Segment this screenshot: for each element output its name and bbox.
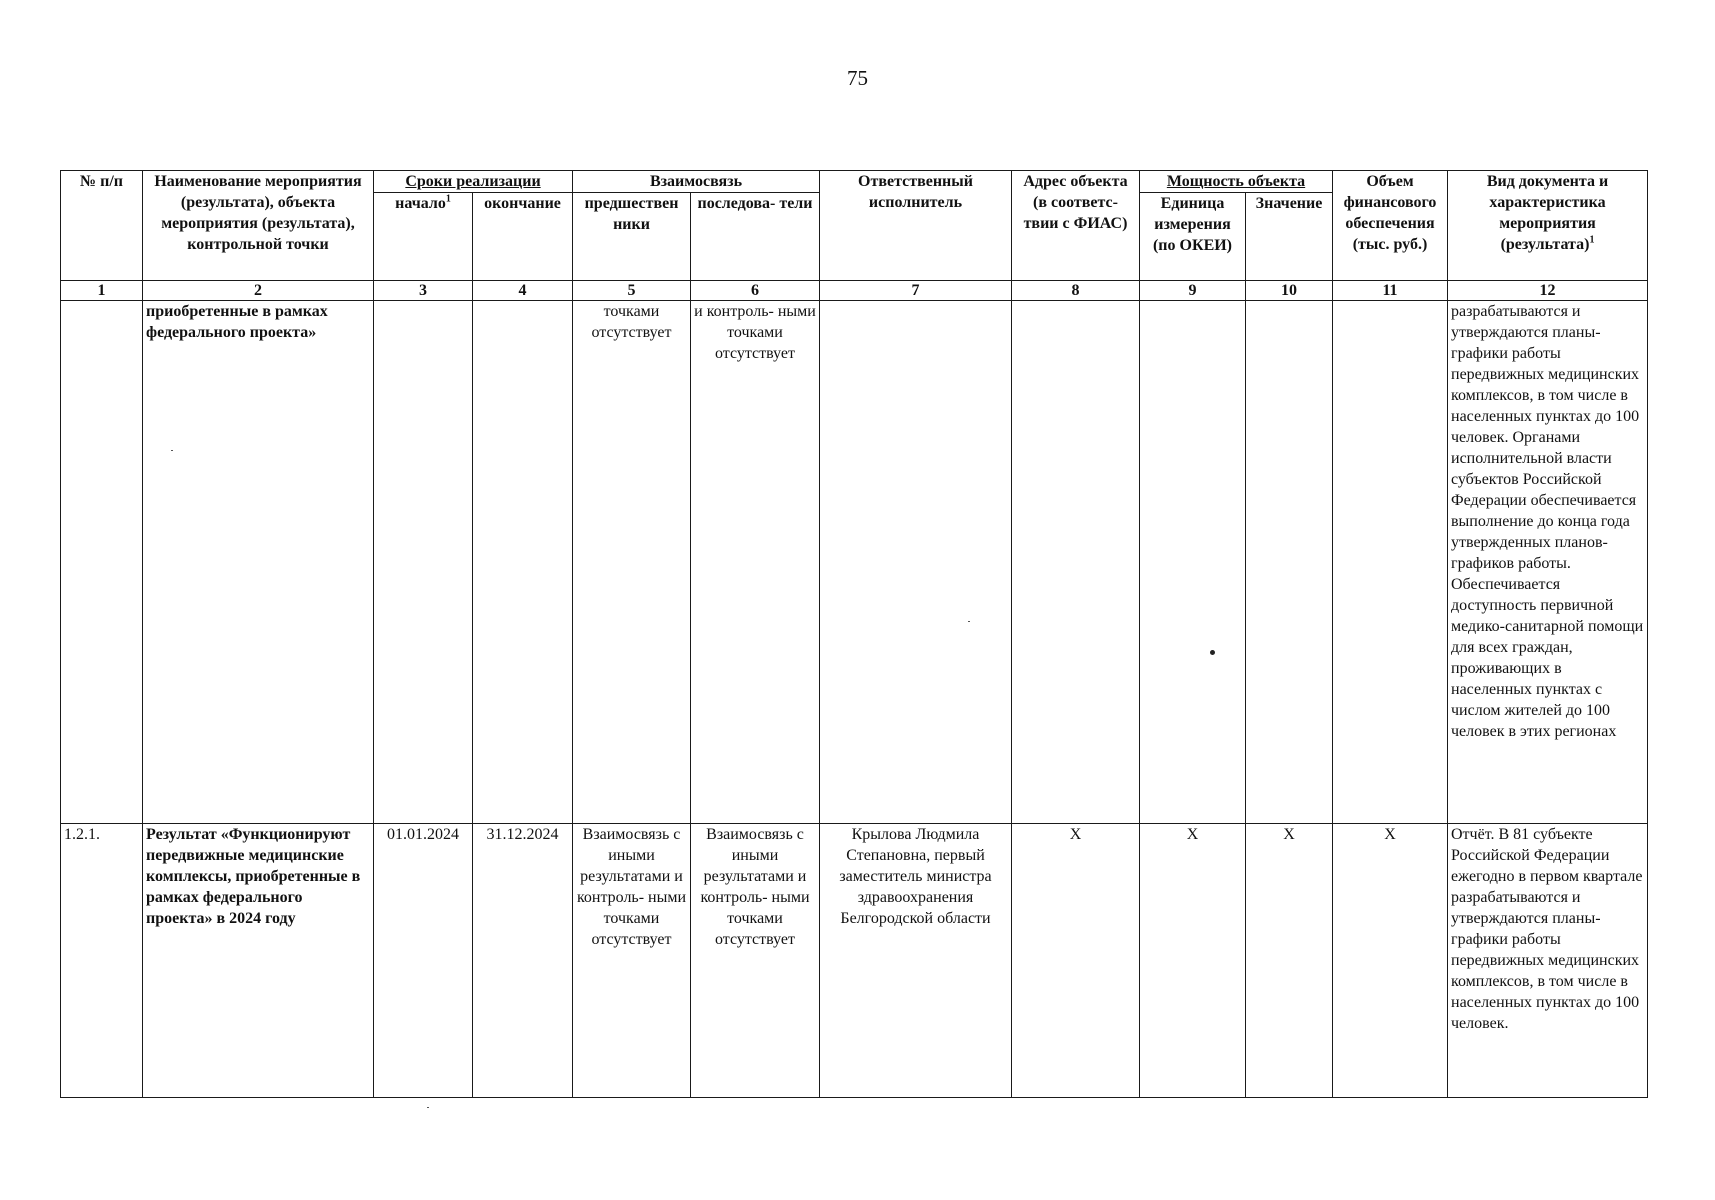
cell-doc: разрабатываются и утверждаются планы-графики работы передвижных медицинских комплексов, в том числе в населенных пунктах до 100 человек. Органами исполнительной власти субъектов Российской Федерации обеспечивается выполнение до конца года утвержденных планов-графиков работы. Обеспечивается доступность первичной медико-санитарной помощи для всех граждан, проживающих в населенных пунктах с числом жителей до 100 человек в этих регионах xyxy=(1448,301,1648,824)
cell-successors: и контроль- ными точками отсутствует xyxy=(691,301,820,824)
scan-speck xyxy=(968,621,970,622)
header-predecessors: предшествен ники xyxy=(573,193,691,281)
cell-responsible: Крылова Людмила Степановна, первый заместитель министра здравоохранения Белгородской области xyxy=(820,824,1012,1098)
cell-end: 31.12.2024 xyxy=(473,824,573,1098)
column-number: 2 xyxy=(143,281,374,301)
header-finance: Объем финансового обеспечения (тыс. руб.) xyxy=(1333,171,1448,281)
header-num: № п/п xyxy=(61,171,143,281)
header-relation-group: Взаимосвязь xyxy=(573,171,820,193)
cell-num: 1.2.1. xyxy=(61,824,143,1098)
cell-address: Х xyxy=(1012,824,1140,1098)
table-row-result xyxy=(61,824,1648,1098)
cell-successors: Взаимосвязь с иными результатами и контроль- ными точками отсутствует xyxy=(691,824,820,1098)
header-successors: последова- тели xyxy=(691,193,820,281)
cell-address xyxy=(1012,301,1140,824)
cell-finance xyxy=(1333,301,1448,824)
cell-num xyxy=(61,301,143,824)
cell-value: Х xyxy=(1246,824,1333,1098)
scan-speck xyxy=(171,450,173,451)
column-number: 10 xyxy=(1246,281,1333,301)
header-doc-type xyxy=(1448,171,1648,281)
cell-name: Результат «Функционируют передвижные медицинские комплексы, приобретенные в рамках федерального проекта» в 2024 году xyxy=(143,824,374,1098)
cell-unit xyxy=(1140,301,1246,824)
column-number: 9 xyxy=(1140,281,1246,301)
cell-name: приобретенные в рамках федерального проекта» xyxy=(143,301,374,824)
table-row-continuation xyxy=(61,301,1648,824)
scan-speck xyxy=(427,1107,429,1108)
cell-value xyxy=(1246,301,1333,824)
column-number: 1 xyxy=(61,281,143,301)
header-end: окончание xyxy=(473,193,573,281)
page-number: 75 xyxy=(847,66,868,90)
header-name: Наименование мероприятия (результата), объекта мероприятия (результата), контрольной точки xyxy=(143,171,374,281)
column-number: 6 xyxy=(691,281,820,301)
header-start-sup: 1 xyxy=(445,193,451,205)
cell-finance: Х xyxy=(1333,824,1448,1098)
column-numbers-row xyxy=(61,281,1648,301)
header-address: Адрес объекта (в соответс- твии с ФИАС) xyxy=(1012,171,1140,281)
column-number: 3 xyxy=(374,281,473,301)
cell-doc: Отчёт. В 81 субъекте Российской Федерации ежегодно в первом квартале разрабатываются и утверждаются планы-графики работы передвижных медицинских комплексов, в том числе в населенных пунктах до 100 человек. xyxy=(1448,824,1648,1098)
column-number: 7 xyxy=(820,281,1012,301)
cell-start xyxy=(374,301,473,824)
cell-predecessors: Взаимосвязь с иными результатами и контроль- ными точками отсутствует xyxy=(573,824,691,1098)
column-number: 4 xyxy=(473,281,573,301)
measures-table xyxy=(60,170,1648,1098)
header-responsible: Ответственный исполнитель xyxy=(820,171,1012,281)
column-number: 12 xyxy=(1448,281,1648,301)
cell-end xyxy=(473,301,573,824)
header-doc-type-text: Вид документа и характеристика мероприятия (результата) xyxy=(1486,173,1609,253)
cell-unit: Х xyxy=(1140,824,1246,1098)
header-start-text: начало xyxy=(395,195,446,212)
header-unit: Единица измерения (по ОКЕИ) xyxy=(1140,193,1246,281)
column-number: 5 xyxy=(573,281,691,301)
scan-speck xyxy=(1210,650,1215,655)
header-terms-group: Сроки реализации xyxy=(374,171,573,193)
cell-responsible xyxy=(820,301,1012,824)
column-number: 8 xyxy=(1012,281,1140,301)
header-doc-type-sup: 1 xyxy=(1589,234,1595,246)
column-number: 11 xyxy=(1333,281,1448,301)
cell-start: 01.01.2024 xyxy=(374,824,473,1098)
header-value: Значение xyxy=(1246,193,1333,281)
header-capacity-group: Мощность объекта xyxy=(1140,171,1333,193)
header-start xyxy=(374,193,473,281)
cell-predecessors: точками отсутствует xyxy=(573,301,691,824)
